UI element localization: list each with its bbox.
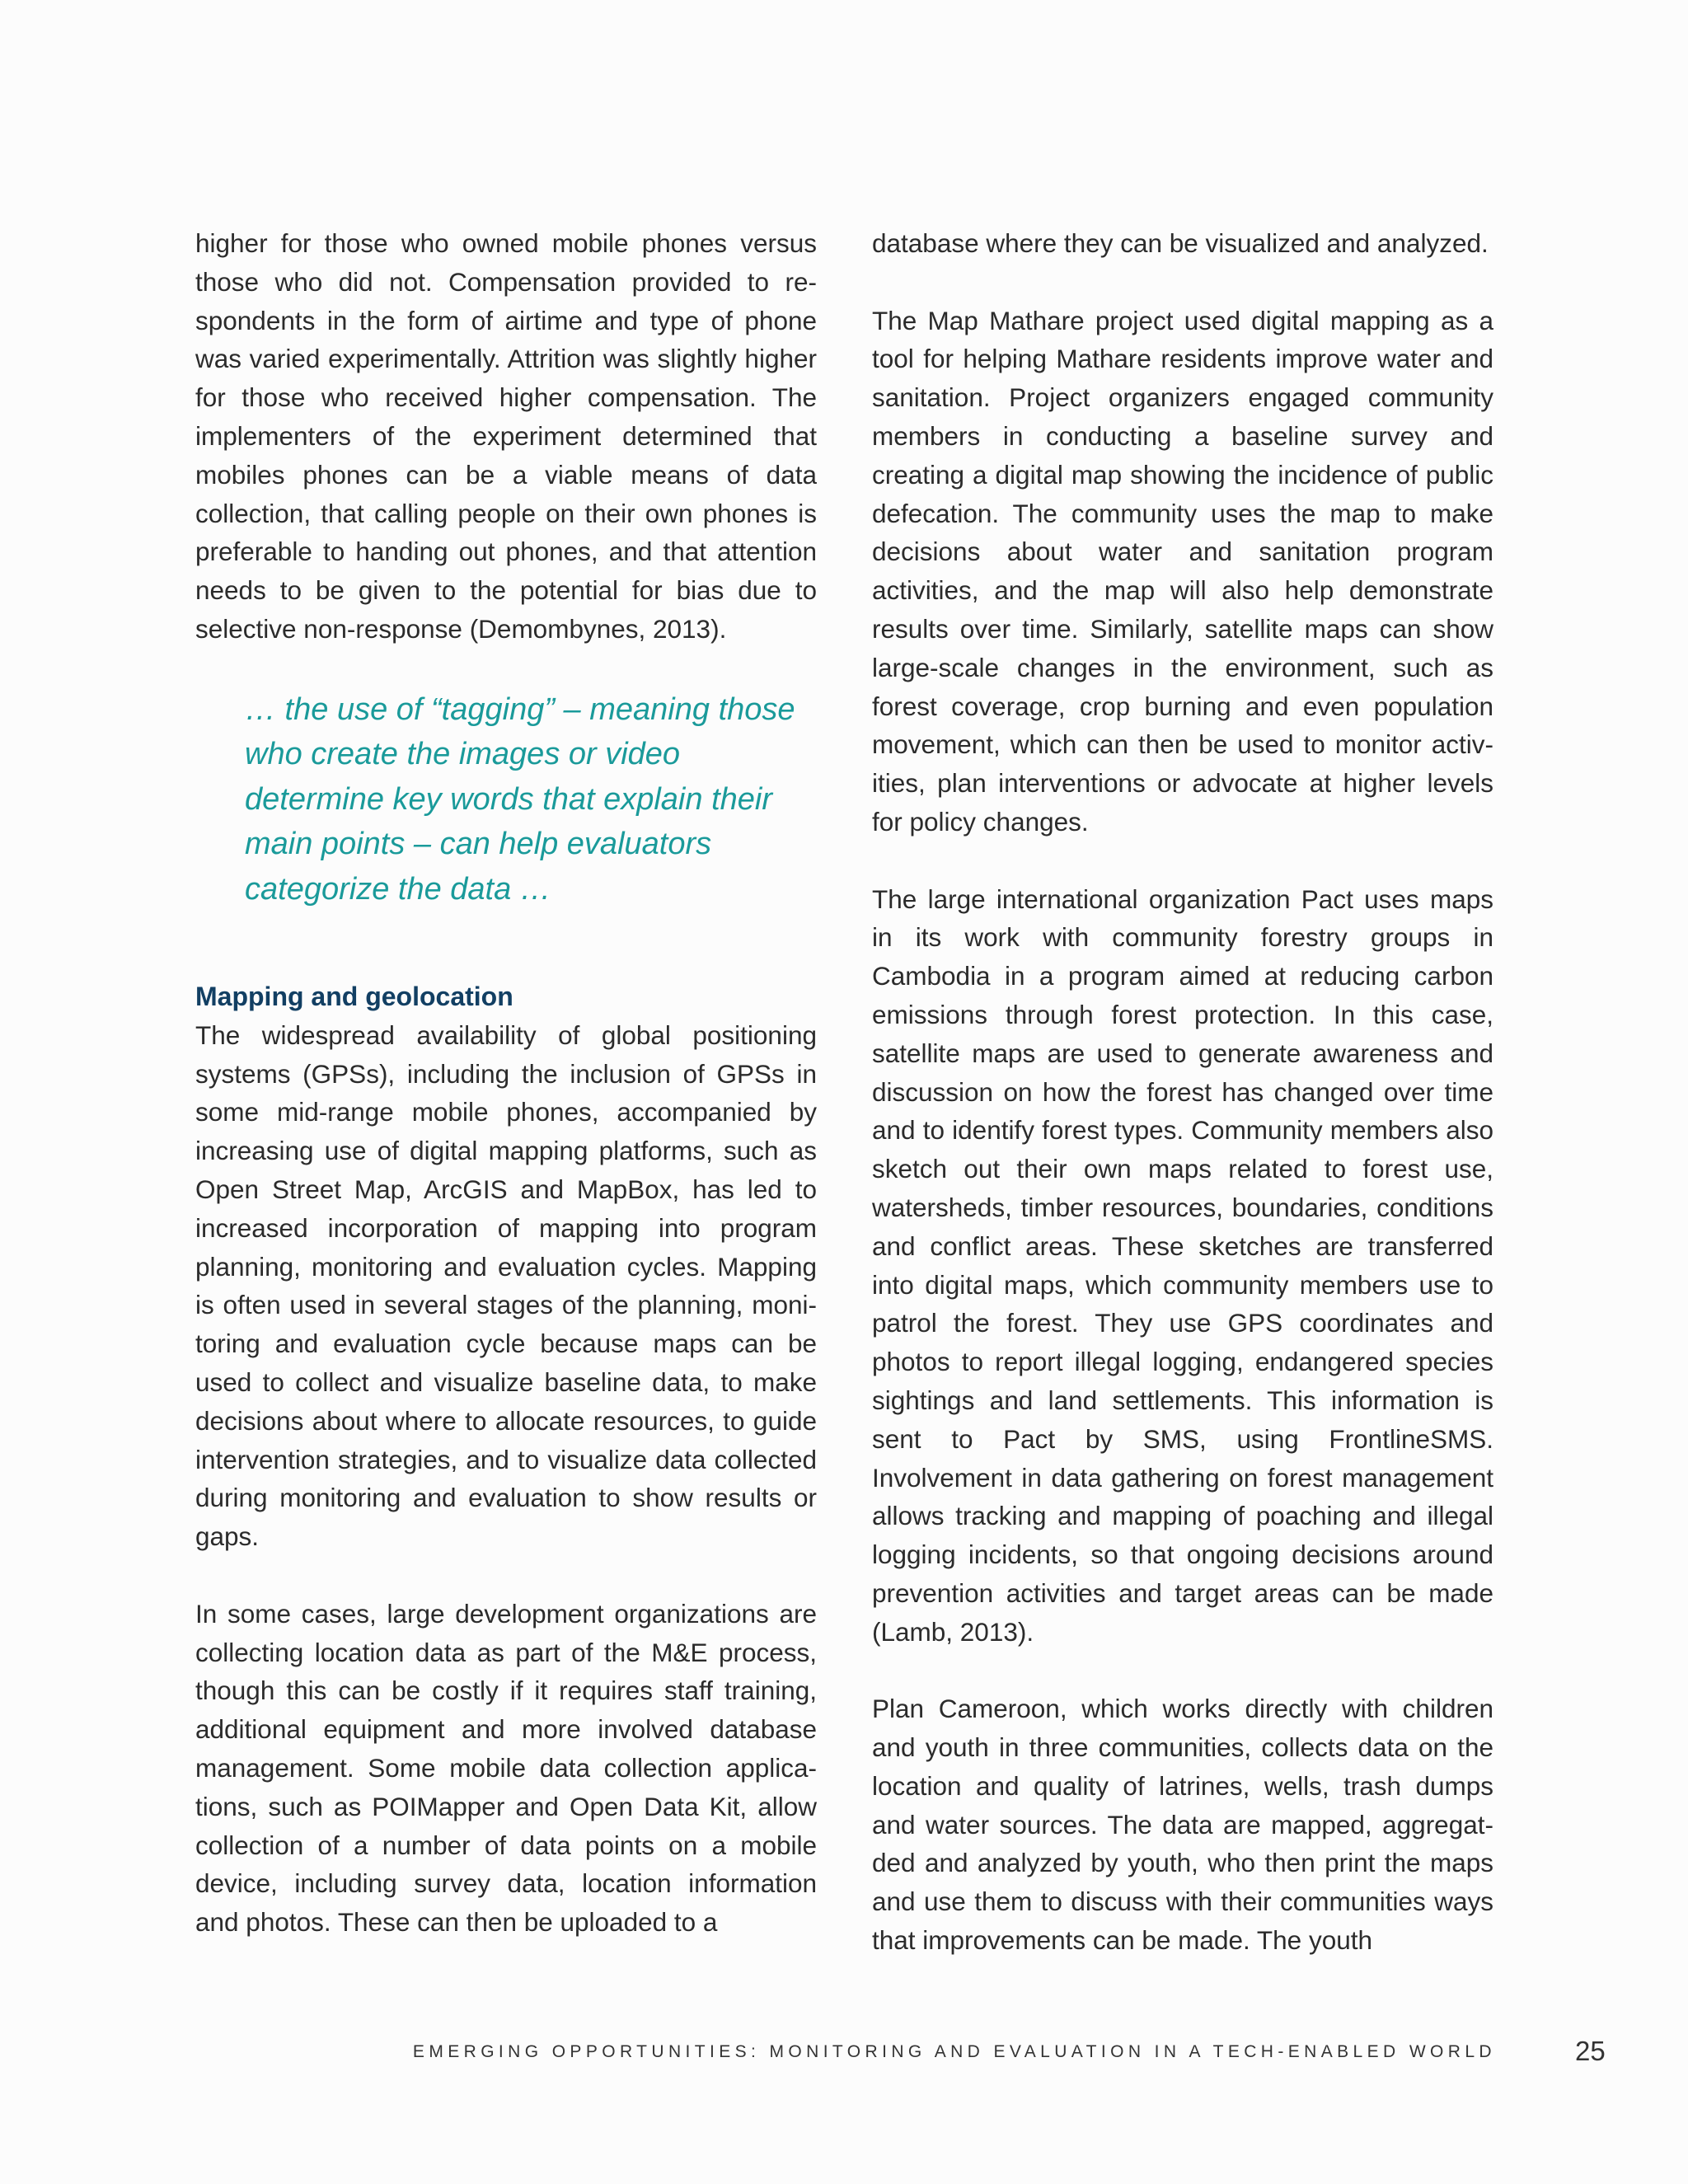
- body-paragraph: higher for those who owned mobile phones versus those who did not. Compensation provided to respondents in the form of airtime and type of phone was varied experimentally. Attrition was slightly higher for those who received higher compensation. The implementers of the experiment determined that mobiles phones can be a viable means of data collection, that calling people on their own phones is preferable to handing out phones, and that attention needs to be given to the potential for bias due to selective non-response (Demombynes, 2013).: [195, 228, 817, 644]
- body-paragraph: The widespread availability of global positioning systems (GPSs), including the inclusion of GPSs in some mid-range mobile phones, accompanied by increasing use of digital mapping platforms, such as Open Street Map, ArcGIS and MapBox, has led to increased incorporation of mapping into program planning, monitoring and evaluation cycles. Mapping is often used in several stages of the planning, monitoring and evaluation cycle because maps can be used to collect and visualize baseline data, to make decisions about where to allocate resources, to guide intervention strategies, and to visualize data collected during monitoring and evaluation to show results or gaps.: [195, 1019, 817, 1552]
- body-paragraph: In some cases, large development organizations are collecting location data as part of the M&E process, though this can be costly if it requires staff training, additional equipment and more involved database management. Some mobile data collection applications, such as POIMapper and Open Data Kit, allow collection of a number of data points on a mobile device, including survey data, location information and photos. These can then be uploaded to a: [195, 1598, 817, 1938]
- body-paragraph: The large international organization Pact uses maps in its work with community forestry groups in Cambodia in a program aimed at reducing carbon emissions through forest protection. In this case, satellite maps are used to generate awareness and discussion on how the forest has changed over time and to identify forest types. Community members also sketch out their own maps related to forest use, watersheds, timber resources, boundaries, conditions and conflict areas. These sketches are transferred into digital maps, which community members use to patrol the forest. They use GPS coordinates and photos to report illegal logging, endangered species sightings and land settlements. This information is sent to Pact by SMS, using FrontlineSMS. Involvement in data gathering on forest management allows tracking and mapping of poaching and illegal logging incidents, so that ongoing decisions around prevention activities and target areas can be made (Lamb, 2013).: [872, 883, 1493, 1647]
- body-paragraph: Plan Cameroon, which works directly with children and youth in three communities, collects data on the location and quality of latrines, wells, trash dumps and water sources. The data are mapped, aggregatded and analyzed by youth, who then print the maps and use them to discuss with their communities ways that improvements can be made. The youth: [872, 1694, 1493, 1956]
- section-heading: Mapping and geolocation: [195, 982, 513, 1012]
- right-column: [872, 224, 1493, 1960]
- page-number: 25: [1575, 2036, 1606, 2066]
- running-title: EMERGING OPPORTUNITIES: MONITORING AND EVALUATION IN A TECH-ENABLED WORLD: [412, 2042, 1496, 2061]
- left-column: [195, 224, 817, 1942]
- page-footer: [0, 2036, 1688, 2077]
- body-paragraph: The Map Mathare project used digital mapping as a tool for helping Mathare residents improve water and sanitation. Project organizers engaged community members in conducting a baseline survey and creating a digital map showing the incidence of public defecation. The community uses the map to make decisions about water and sanitation program activities, and the map will also help demonstrate results over time. Similarly, satellite maps can show large-scale changes in the environment, such as forest coverage, crop burning and even population movement, which can then be used to monitor activities, plan interventions or advocate at higher levels for policy changes.: [872, 305, 1493, 837]
- body-paragraph: database where they can be visualized and analyzed.: [872, 228, 1489, 258]
- pull-quote: … the use of “tagging” – meaning those who create the images or video determine key words that explain their main points – can help evaluators categorize the data …: [245, 691, 795, 907]
